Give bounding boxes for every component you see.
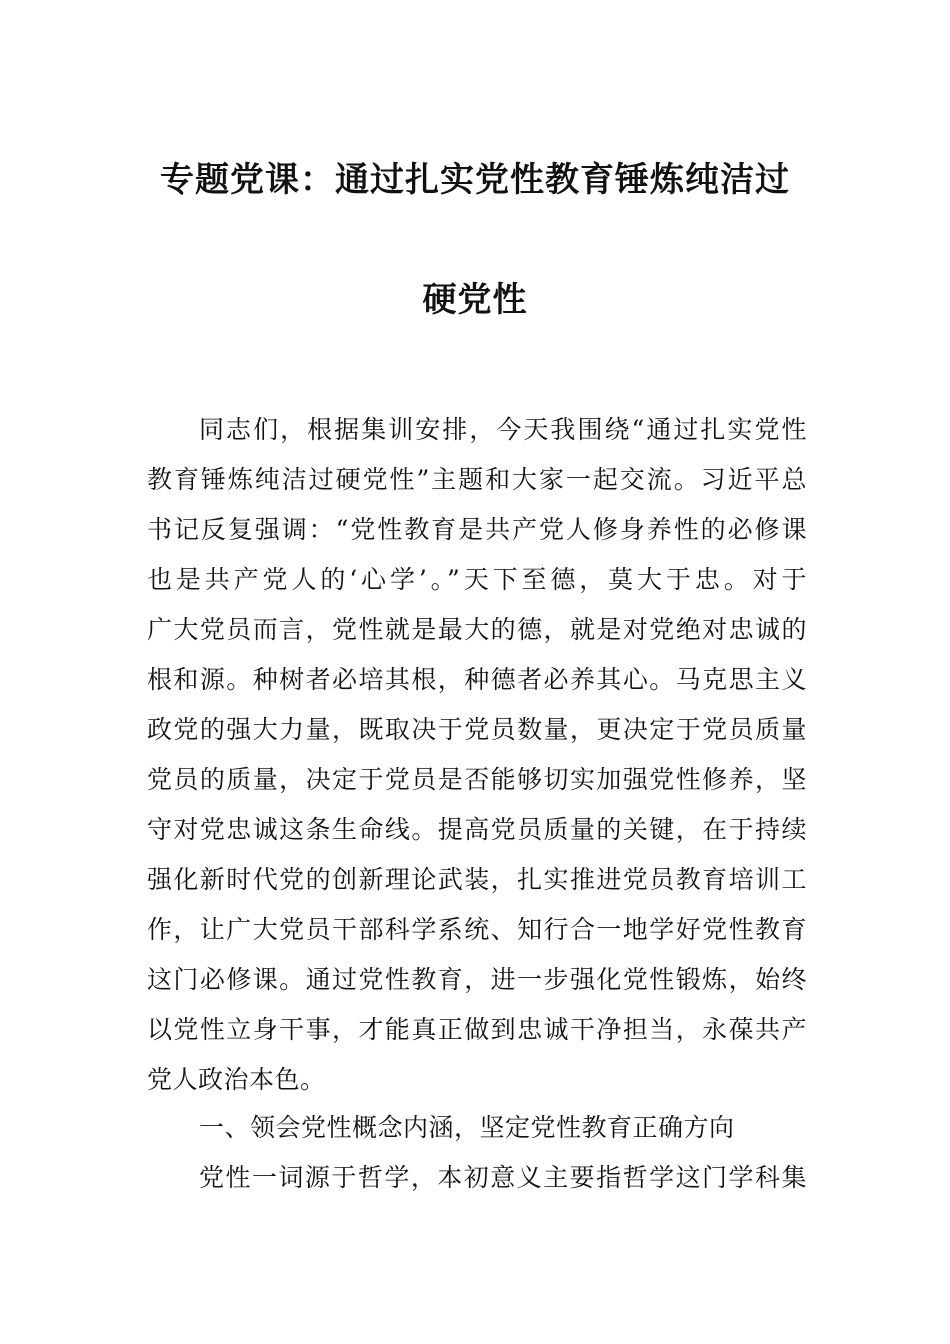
paragraph-line: 广大党员而言，党性就是最大的德，就是对党绝对忠诚的 <box>147 615 807 644</box>
paragraph-line: 党性一词源于哲学，本初意义主要指哲学这门学科集 <box>199 1163 807 1192</box>
document-title-line-2: 硬党性 <box>422 280 528 320</box>
paragraph-line: 作，让广大党员干部科学系统、知行合一地学好党性教育 <box>147 915 807 944</box>
paragraph-line: 同志们，根据集训安排，今天我围绕“通过扎实党性 <box>199 415 807 444</box>
paragraph-line: 强化新时代党的创新理论武装，扎实推进党员教育培训工 <box>147 865 807 894</box>
paragraph-line: 党人政治本色。 <box>147 1065 326 1094</box>
paragraph-line: 守对党忠诚这条生命线。提高党员质量的关键，在于持续 <box>147 815 807 844</box>
paragraph-line: 党员的质量，决定于党员是否能够切实加强党性修养，坚 <box>147 765 807 794</box>
paragraph-line: 根和源。种树者必培其根，种德者必养其心。马克思主义 <box>147 665 807 694</box>
paragraph-line: 以党性立身干事，才能真正做到忠诚干净担当，永葆共产 <box>147 1015 807 1044</box>
paragraph-line: 这门必修课。通过党性教育，进一步强化党性锻炼，始终 <box>147 965 807 994</box>
paragraph-line: 教育锤炼纯洁过硬党性”主题和大家一起交流。习近平总 <box>147 465 807 494</box>
paragraph-line: 政党的强大力量，既取决于党员数量，更决定于党员质量 <box>147 715 807 744</box>
paragraph-line: 也是共产党人的‘心学’。”天下至德，莫大于忠。对于 <box>147 565 807 594</box>
paragraph-section-1 <box>147 1153 807 1203</box>
document-title-line-1: 专题党课：通过扎实党性教育锤炼纯洁过 <box>160 160 790 200</box>
paragraph-line: 书记反复强调：“党性教育是共产党人修身养性的必修课 <box>147 515 807 544</box>
section-heading <box>147 1103 807 1153</box>
section-heading-line: 一、领会党性概念内涵，坚定党性教育正确方向 <box>199 1113 735 1142</box>
paragraph-intro <box>147 405 807 1105</box>
